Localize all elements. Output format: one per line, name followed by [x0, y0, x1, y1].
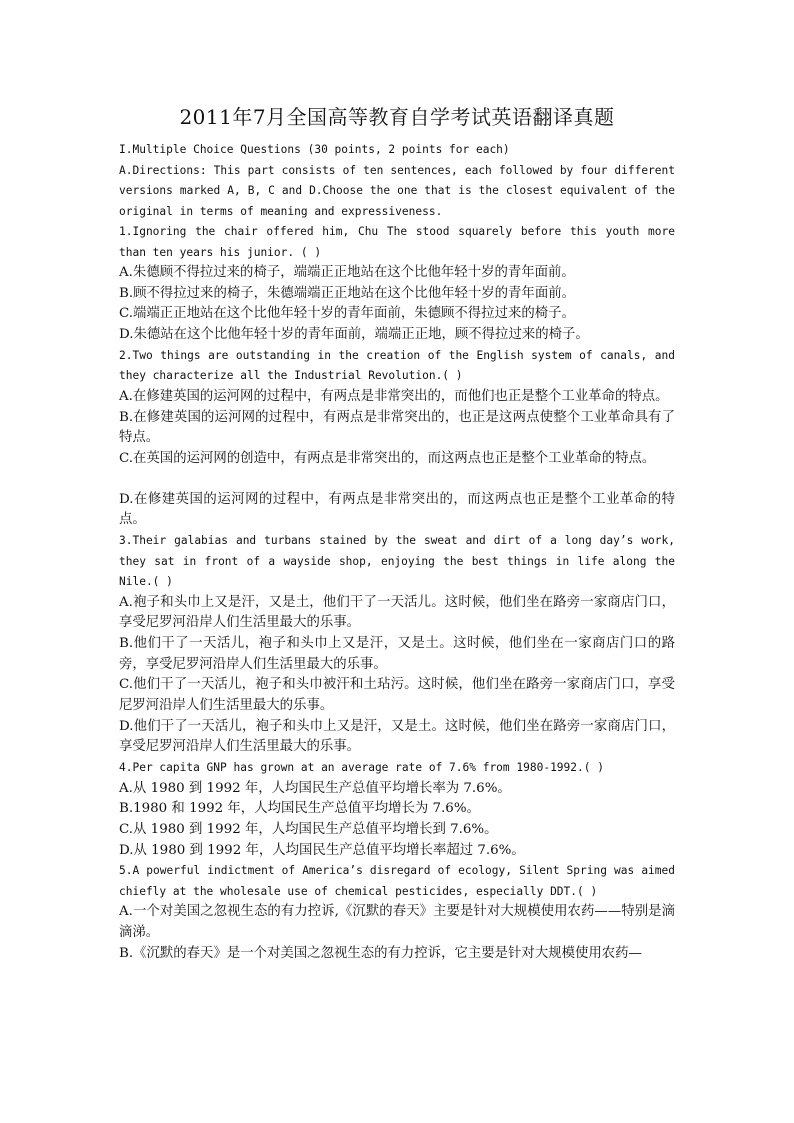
question-stem: 5.A powerful indictment of America’s disregard of ecology, Silent Spring was aimed chiefly at the wholesale use of chemical pesticides, especially DDT.( ) [119, 864, 675, 898]
question-stem: 3.Their galabias and turbans stained by the sweat and dirt of a long day’s work, they sat in front of a wayside shop, enjoying the best things in life along the Nile.( ) [119, 534, 675, 589]
directions-text: A.Directions: This part consists of ten sentences, each followed by four different versions marked A, B, C and D.Choose the one that is the closest equivalent of the original in terms of meaning and expressiveness. [119, 163, 675, 218]
question-2 [119, 346, 675, 531]
option-c: C.他们干了一天活儿，袍子和头巾被汗和土玷污。这时候，他们坐在路旁一家商店门口，享受尼罗河沿岸人们生活里最大的乐事。 [119, 677, 675, 714]
option-a: A.一个对美国之忽视生态的有力控诉,《沉默的春天》主要是针对大规模使用农药——特别是滴滴涕。 [119, 904, 675, 941]
option-b: B.1980 和 1992 年，人均国民生产总值平均增长为 7.6%。 [119, 801, 480, 817]
question-4 [119, 758, 675, 861]
question-5 [119, 861, 675, 964]
option-b: B.《沉默的春天》是一个对美国之忽视生态的有力控诉，它主要是针对大规模使用农药— [119, 945, 642, 961]
option-a: A.从 1980 到 1992 年，人均国民生产总值平均增长率为 7.6%。 [119, 780, 511, 796]
option-d: D.在修建英国的运河网的过程中，有两点是非常突出的，而这两点也正是整个工业革命的特点。 [119, 491, 675, 528]
option-b: B.在修建英国的运河网的过程中，有两点是非常突出的，也正是这两点使整个工业革命具有了特点。 [119, 409, 675, 446]
option-a: A.朱德顾不得拉过来的椅子，端端正正地站在这个比他年轻十岁的青年面前。 [119, 265, 575, 280]
question-stem: 4.Per capita GNP has grown at an average rate of 7.6% from 1980-1992.( ) [119, 761, 604, 775]
question-1 [119, 222, 675, 346]
question-stem: 1.Ignoring the chair offered him, Chu The stood squarely before this youth more than ten years his junior. ( ) [119, 225, 675, 259]
option-a: A.袍子和头巾上又是汗，又是土，他们干了一天活儿。这时候，他们坐在路旁一家商店门口，享受尼罗河沿岸人们生活里最大的乐事。 [119, 594, 675, 631]
option-c: C.端端正正地站在这个比他年轻十岁的青年面前，朱德顾不得拉过来的椅子。 [119, 306, 575, 322]
option-d: D.他们干了一天活儿，袍子和头巾上又是汗，又是土。这时候，他们坐在路旁一家商店门口，享受尼罗河沿岸人们生活里最大的乐事。 [119, 718, 675, 755]
option-c: C.从 1980 到 1992 年，人均国民生产总值平均增长到 7.6%。 [119, 822, 498, 838]
option-b: B.他们干了一天活儿，袍子和头巾上又是汗，又是土。这时候，他们坐在一家商店门口的路旁，享受尼罗河沿岸人们生活里最大的乐事。 [119, 635, 675, 672]
question-stem: 2.Two things are outstanding in the creation of the English system of canals, and they characterize all the Industrial Revolution.( ) [119, 348, 675, 383]
option-a: A.在修建英国的运河网的过程中，有两点是非常突出的，而他们也正是整个工业革命的特点。 [119, 388, 669, 404]
question-3 [119, 531, 675, 758]
section-heading: I.Multiple Choice Questions (30 points, 2 points for each) [119, 143, 510, 156]
option-d: D.从 1980 到 1992 年，人均国民生产总值平均增长率超过 7.6%。 [119, 842, 525, 858]
option-c: C.在英国的运河网的创造中，有两点是非常突出的，而这两点也正是整个工业革命的特点。 [119, 450, 656, 466]
option-b: B.顾不得拉过来的椅子，朱德端端正正地站在这个比他年轻十岁的青年面前。 [119, 285, 575, 301]
page-title: 2011年7月全国高等教育自学考试英语翻译真题 [179, 105, 615, 129]
document-page [119, 100, 675, 965]
option-d: D.朱德站在这个比他年轻十岁的青年面前，端端正正地，顾不得拉过来的椅子。 [119, 327, 589, 343]
blank-line [119, 470, 675, 490]
